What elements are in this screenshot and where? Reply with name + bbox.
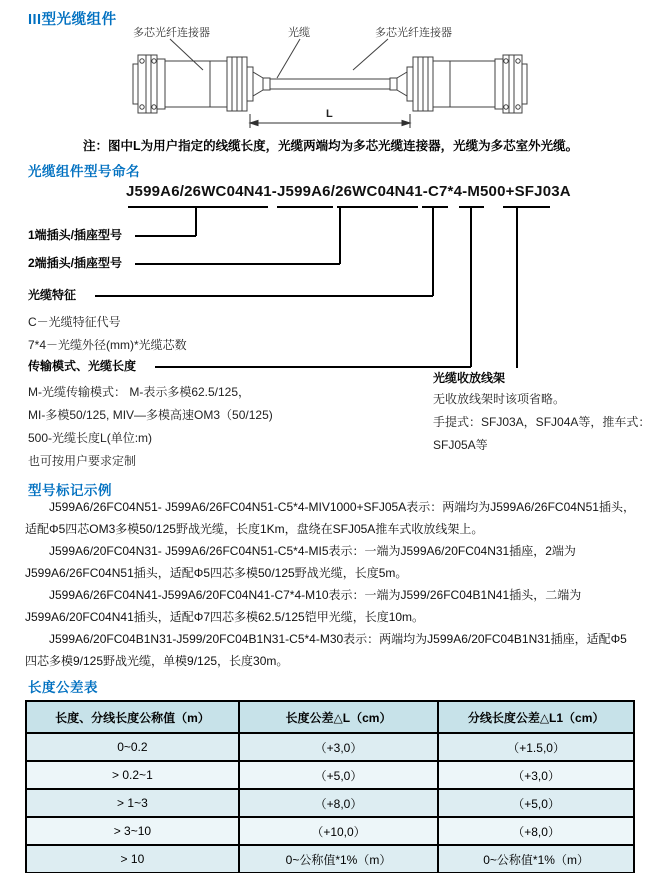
cell-tolerance-l: （+5,0） bbox=[239, 761, 438, 789]
table-row bbox=[26, 761, 634, 789]
col-header-branch-tolerance: 分线长度公差△L1（cm） bbox=[438, 701, 634, 733]
cell-tolerance-l: （+10,0） bbox=[239, 817, 438, 845]
section-heading-examples: 型号标记示例 bbox=[28, 483, 112, 498]
cable-assembly-diagram bbox=[110, 24, 550, 136]
example-paragraph: J599A6/26FC04N51- J599A6/26FC04N51-C5*4-MIV1000+SFJ05A表示：两端均为J599A6/26FC04N51插头，适配Φ5四芯OM3多模50/125野战光缆，长度1Km，盘绕在SFJ05A推车式收放线架上。 bbox=[25, 500, 635, 536]
dimension-label: L bbox=[326, 108, 333, 120]
cell-tolerance-l1: （+5,0） bbox=[438, 789, 634, 817]
cell-tolerance-l: （+3,0） bbox=[239, 733, 438, 761]
col-header-length-tolerance: 长度公差△L（cm） bbox=[239, 701, 438, 733]
table-row bbox=[26, 817, 634, 845]
table-header-row bbox=[26, 701, 634, 733]
transmission-line3: 500-光缆长度L(单位:m) bbox=[28, 431, 153, 445]
section-heading-tolerance: 长度公差表 bbox=[28, 680, 98, 695]
cell-tolerance-l1: （+1.5,0） bbox=[438, 733, 634, 761]
col-header-nominal-length: 长度、分线长度公称值（m） bbox=[26, 701, 239, 733]
example-paragraph: J599A6/20FC04N31- J599A6/26FC04N51-C5*4-MI5表示：一端为J599A6/20FC04N31插座，2端为J599A6/26FC04N51插头，适配Φ5四芯多模50/125野战光缆，长度5m。 bbox=[25, 544, 576, 580]
cell-tolerance-l: 0~公称值*1%（m） bbox=[239, 845, 438, 873]
table-row bbox=[26, 845, 634, 873]
label-end2: 2端插头/插座型号 bbox=[28, 256, 123, 270]
label-cable-feature: 光缆特征 bbox=[28, 288, 77, 302]
leader-cable bbox=[277, 39, 300, 78]
example-paragraph: J599A6/20FC04B1N31-J599/20FC04B1N31-C5*4-M30表示：两端均为J599A6/20FC04B1N31插座，适配Φ5四芯多模9/125野战光缆，单模9/125，长度30m。 bbox=[25, 632, 627, 668]
reel-line3: SFJ05A等 bbox=[433, 438, 488, 452]
reel-line2: 手提式：SFJ03A，SFJ04A等，推车式： bbox=[433, 415, 651, 429]
examples-block bbox=[25, 496, 637, 672]
cell-nominal: > 0.2~1 bbox=[26, 761, 239, 789]
transmission-line4: 也可按用户要求定制 bbox=[28, 454, 137, 468]
table-row bbox=[26, 789, 634, 817]
left-connector bbox=[133, 55, 270, 113]
section-heading-naming: 光缆组件型号命名 bbox=[28, 164, 140, 179]
label-cable-reel: 光缆收放线架 bbox=[433, 371, 506, 385]
cell-tolerance-l1: （+8,0） bbox=[438, 817, 634, 845]
example-paragraph: J599A6/26FC04N41-J599A6/20FC04N41-C7*4-M10表示：一端为J599/26FC04B1N41插头，二端为J599A6/20FC04N41插头，适配Φ7四芯多模62.5/125铠甲光缆，长度10m。 bbox=[25, 588, 582, 624]
leader-left-connector bbox=[170, 39, 203, 70]
cable-label: 光缆 bbox=[288, 27, 310, 39]
cell-nominal: 0~0.2 bbox=[26, 733, 239, 761]
transmission-line1: M-光缆传输模式： M-表示多模62.5/125， bbox=[28, 385, 251, 399]
reel-line1: 无收放线架时该项省略。 bbox=[433, 392, 566, 406]
cell-nominal: > 1~3 bbox=[26, 789, 239, 817]
right-connector-label: 多芯光纤连接器 bbox=[375, 27, 452, 39]
right-connector bbox=[390, 55, 527, 113]
cable-body bbox=[270, 79, 390, 89]
cell-nominal: > 10 bbox=[26, 845, 239, 873]
cable-feature-line2: 7*4－光缆外径(mm)*光缆芯数 bbox=[28, 338, 187, 352]
leader-right-connector bbox=[353, 39, 388, 70]
label-end1: 1端插头/插座型号 bbox=[28, 228, 123, 242]
model-code: J599A6/26WC04N41-J599A6/26WC04N41-C7*4-M500+SFJ03A bbox=[126, 183, 571, 200]
page-title: III型光缆组件 bbox=[28, 12, 117, 28]
cell-tolerance-l1: 0~公称值*1%（m） bbox=[438, 845, 634, 873]
label-transmission: 传输模式、光缆长度 bbox=[28, 359, 137, 373]
cell-tolerance-l: （+8,0） bbox=[239, 789, 438, 817]
left-connector-label: 多芯光纤连接器 bbox=[133, 27, 210, 39]
table-row bbox=[26, 733, 634, 761]
model-code-breakdown bbox=[0, 180, 659, 475]
cell-tolerance-l1: （+3,0） bbox=[438, 761, 634, 789]
diagram-note: 注：图中L为用户指定的线缆长度，光缆两端均为多芯光缆连接器，光缆为多芯室外光缆。 bbox=[83, 139, 579, 153]
cable-feature-line1: C－光缆特征代号 bbox=[28, 315, 121, 329]
tolerance-table bbox=[25, 700, 635, 873]
cell-nominal: > 3~10 bbox=[26, 817, 239, 845]
transmission-line2: MI-多模50/125, MIV—多模高速OM3（50/125) bbox=[28, 408, 273, 422]
